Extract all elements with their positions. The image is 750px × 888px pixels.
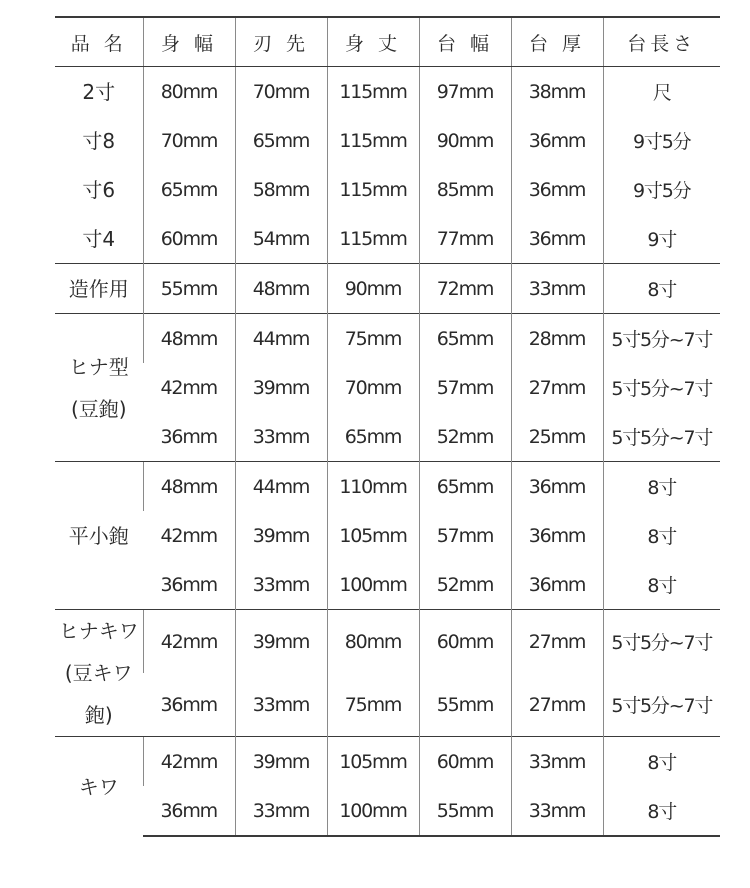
cell-mihaba: 65mm [143, 165, 235, 214]
table-row [55, 363, 720, 412]
cell-mitake: 110mm [327, 462, 419, 512]
cell-daihaba: 57mm [419, 511, 511, 560]
cell-daihaba: 55mm [419, 673, 511, 737]
product-name [55, 264, 143, 314]
cell-mihaba: 42mm [143, 737, 235, 787]
cell-hasaki: 48mm [235, 264, 327, 314]
cell-daiatsu: 38mm [511, 67, 603, 117]
cell-daihaba: 77mm [419, 214, 511, 264]
product-name-line: (豆鉋) [70, 396, 127, 421]
cell-daiatsu: 33mm [511, 737, 603, 787]
cell-dainagasa: 9寸5分 [603, 116, 720, 165]
cell-daiatsu: 36mm [511, 462, 603, 512]
cell-dainagasa: 5寸5分~7寸 [603, 610, 720, 674]
table-row [55, 737, 720, 787]
product-name [55, 462, 143, 610]
cell-mihaba: 48mm [143, 462, 235, 512]
cell-hasaki: 33mm [235, 673, 327, 737]
product-name-line: ヒナキワ [58, 619, 139, 643]
cell-mitake: 105mm [327, 737, 419, 787]
cell-daihaba: 55mm [419, 786, 511, 836]
cell-daiatsu: 28mm [511, 314, 603, 364]
product-name [55, 737, 143, 837]
table-row [55, 264, 720, 314]
cell-dainagasa: 8寸 [603, 737, 720, 787]
cell-daihaba: 52mm [419, 560, 511, 610]
cell-hasaki: 39mm [235, 610, 327, 674]
product-name [55, 314, 143, 462]
cell-daihaba: 85mm [419, 165, 511, 214]
table-row [55, 214, 720, 264]
cell-dainagasa: 8寸 [603, 264, 720, 314]
cell-mihaba: 36mm [143, 786, 235, 836]
cell-mihaba: 48mm [143, 314, 235, 364]
cell-mihaba: 55mm [143, 264, 235, 314]
cell-daiatsu: 27mm [511, 610, 603, 674]
cell-mitake: 115mm [327, 165, 419, 214]
table-row [55, 412, 720, 462]
header-hasaki: 刃 先 [235, 17, 327, 67]
product-name: 寸4 [82, 226, 116, 251]
product-name: 2寸 [55, 67, 143, 117]
cell-mitake: 70mm [327, 363, 419, 412]
cell-mitake: 115mm [327, 116, 419, 165]
cell-hasaki: 39mm [235, 511, 327, 560]
table-row [55, 116, 720, 165]
cell-dainagasa: 8寸 [603, 511, 720, 560]
header-mitake: 身 丈 [327, 17, 419, 67]
table-body [55, 67, 720, 837]
cell-daiatsu: 33mm [511, 786, 603, 836]
cell-hasaki: 44mm [235, 462, 327, 512]
cell-dainagasa: 9寸 [603, 214, 720, 264]
cell-hasaki: 39mm [235, 363, 327, 412]
cell-mitake: 75mm [327, 673, 419, 737]
cell-daiatsu: 27mm [511, 363, 603, 412]
cell-daihaba: 60mm [419, 610, 511, 674]
cell-mitake: 115mm [327, 67, 419, 117]
cell-dainagasa: 9寸5分 [603, 165, 720, 214]
cell-hasaki: 65mm [235, 116, 327, 165]
cell-daihaba: 97mm [419, 67, 511, 117]
cell-dainagasa: 5寸5分~7寸 [603, 673, 720, 737]
cell-daiatsu: 36mm [511, 511, 603, 560]
table-row [55, 610, 720, 674]
cell-daiatsu: 25mm [511, 412, 603, 462]
table-row [55, 165, 720, 214]
cell-mihaba: 42mm [143, 610, 235, 674]
cell-mihaba: 36mm [160, 693, 217, 716]
cell-daiatsu: 36mm [511, 560, 603, 610]
cell-hasaki: 33mm [235, 786, 327, 836]
cell-hasaki: 33mm [235, 560, 327, 610]
product-name-line: キワ [78, 774, 119, 799]
product-name-line: ヒナ型 [68, 354, 129, 379]
cell-mihaba: 36mm [160, 425, 217, 448]
cell-hasaki: 70mm [235, 67, 327, 117]
cell-mitake: 105mm [327, 511, 419, 560]
header-hinmei: 品 名 [55, 17, 143, 67]
product-name-line: 平小鉋 [68, 523, 129, 548]
cell-hasaki: 54mm [235, 214, 327, 264]
cell-daiatsu: 27mm [511, 673, 603, 737]
cell-daihaba: 65mm [419, 314, 511, 364]
table-row [55, 511, 720, 560]
table-row [55, 462, 720, 512]
table-row [55, 314, 720, 364]
cell-dainagasa: 5寸5分~7寸 [603, 363, 720, 412]
cell-dainagasa: 8寸 [603, 462, 720, 512]
header-daihaba: 台 幅 [419, 17, 511, 67]
cell-hasaki: 39mm [235, 737, 327, 787]
header-row [55, 17, 720, 67]
product-name-line: (豆キワ鉋) [64, 661, 133, 727]
header-dainagasa: 台長さ [603, 17, 720, 67]
spec-table [55, 16, 720, 837]
product-name: 寸8 [82, 128, 116, 153]
cell-mihaba: 60mm [143, 214, 235, 264]
cell-dainagasa: 8寸 [603, 786, 720, 836]
cell-hasaki: 44mm [235, 314, 327, 364]
cell-mitake: 100mm [327, 786, 419, 836]
header-daiatsu: 台 厚 [511, 17, 603, 67]
cell-mitake: 65mm [327, 412, 419, 462]
cell-mitake: 75mm [327, 314, 419, 364]
cell-daihaba: 60mm [419, 737, 511, 787]
cell-daihaba: 72mm [419, 264, 511, 314]
cell-mihaba: 80mm [143, 67, 235, 117]
cell-daihaba: 52mm [419, 412, 511, 462]
cell-mitake: 80mm [327, 610, 419, 674]
cell-dainagasa: 5寸5分~7寸 [603, 314, 720, 364]
cell-mitake: 90mm [327, 264, 419, 314]
header-mihaba: 身 幅 [143, 17, 235, 67]
product-name-line: 造作用 [68, 276, 129, 301]
cell-dainagasa: 5寸5分~7寸 [603, 412, 720, 462]
cell-daihaba: 65mm [419, 462, 511, 512]
cell-daiatsu: 36mm [511, 165, 603, 214]
table-row [55, 673, 720, 737]
cell-daihaba: 90mm [419, 116, 511, 165]
cell-mitake: 115mm [327, 214, 419, 264]
cell-daiatsu: 33mm [511, 264, 603, 314]
cell-daiatsu: 36mm [511, 214, 603, 264]
cell-mitake: 100mm [327, 560, 419, 610]
cell-daihaba: 57mm [419, 363, 511, 412]
product-name [55, 610, 143, 737]
table-row [55, 786, 720, 836]
cell-mihaba: 70mm [143, 116, 235, 165]
cell-hasaki: 58mm [235, 165, 327, 214]
cell-mihaba: 42mm [160, 376, 217, 399]
product-name: 寸6 [82, 177, 116, 202]
cell-dainagasa: 8寸 [603, 560, 720, 610]
cell-daiatsu: 36mm [511, 116, 603, 165]
table-row [55, 560, 720, 610]
cell-hasaki: 33mm [235, 412, 327, 462]
cell-mihaba: 42mm [160, 524, 217, 547]
cell-dainagasa: 尺 [603, 67, 720, 117]
table-row [55, 67, 720, 117]
cell-mihaba: 36mm [160, 573, 217, 596]
